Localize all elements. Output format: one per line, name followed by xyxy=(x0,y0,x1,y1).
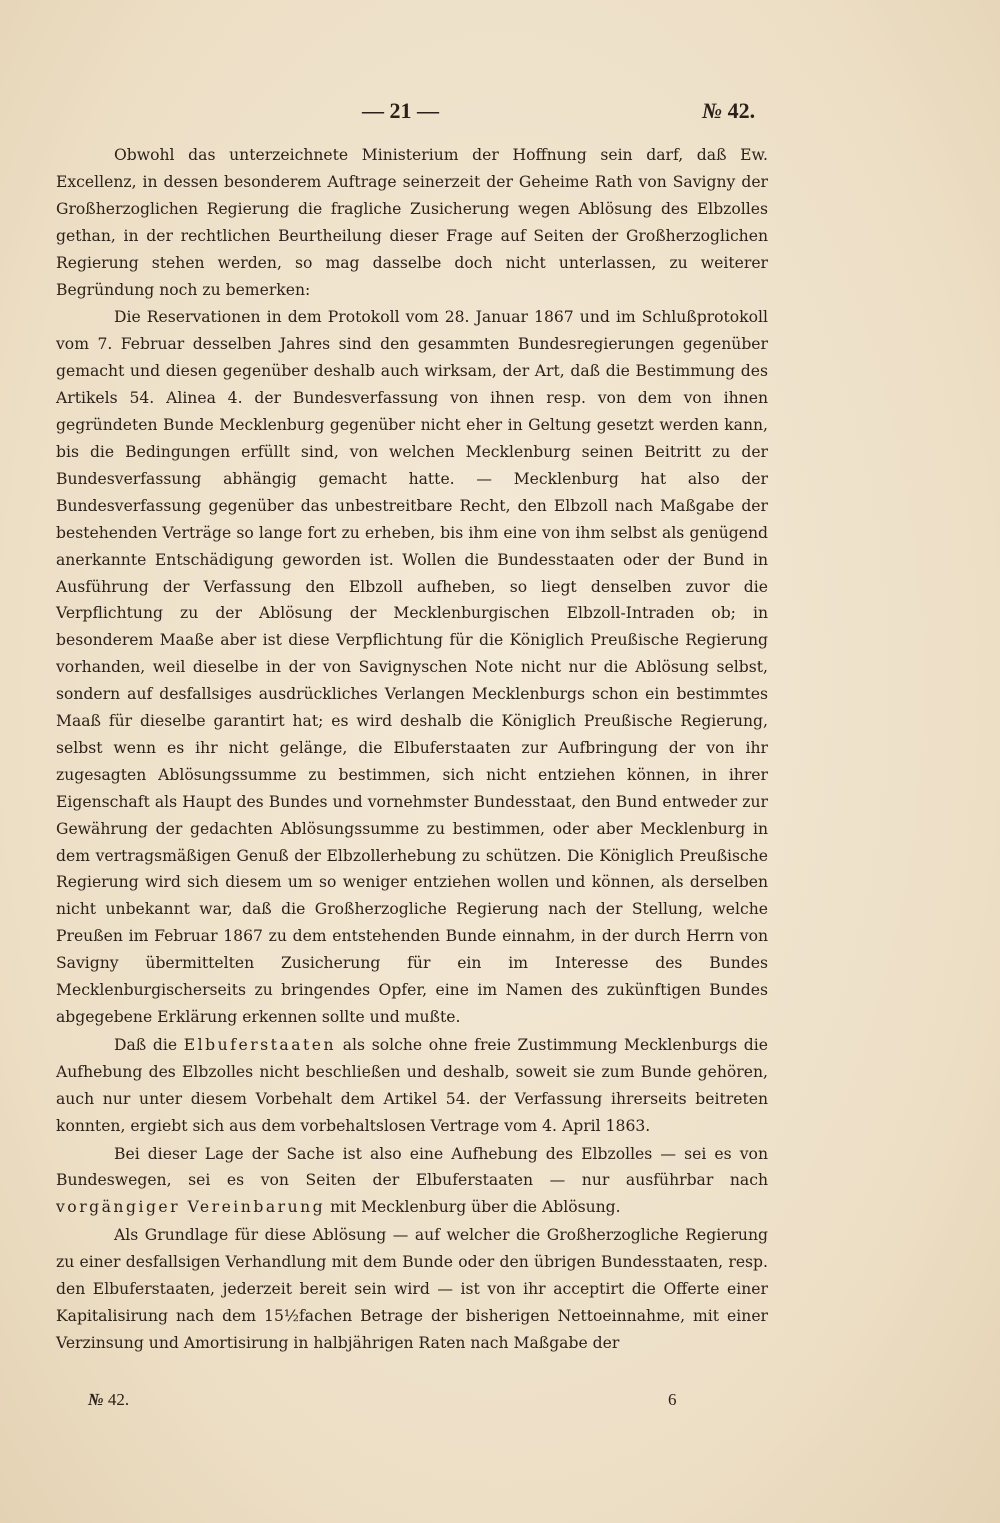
sheet-signature: 6 xyxy=(668,1390,677,1409)
paragraph-4-start: Bei dieser Lage der Sache ist also eine Aufhebung des Elbzolles — sei es von Bundeswegen, sei es von Seiten der Elbuferstaaten — nur ausführbar nach xyxy=(56,1144,768,1190)
paragraph-5: Als Grundlage für diese Ablösung — auf welcher die Großherzogliche Regierung zu einer desfallsigen Verhandlung mit dem Bunde oder den übrigen Bundesstaaten, resp. den Elbuferstaaten, jederzeit bereit sein wird — ist von ihr acceptirt die Offerte einer Kapitalisirung nach dem 15½fachen Betrage der bisherigen Nettoeinnahme, mit einer Verzinsung und Amortisirung in halbjährigen Raten nach Maßgabe der xyxy=(56,1226,768,1352)
paragraph-4-end: mit Mecklenburg über die Ablösung. xyxy=(325,1198,621,1217)
footer-document-number xyxy=(88,1390,129,1410)
paragraph-3 xyxy=(56,1032,768,1140)
document-number xyxy=(702,98,755,124)
emphasized-text: Elbuferstaaten xyxy=(183,1035,337,1054)
page-footer xyxy=(0,1390,1000,1420)
number-symbol: № xyxy=(88,1390,104,1409)
paragraph-1: Obwohl das unterzeichnete Ministerium der Hoffnung sein darf, daß Ew. Excellenz, in dessen besonderem Auftrage seinerzeit der Geheime Rath von Savigny der Großherzoglichen Regierung die fragliche Zusicherung wegen Ablösung des Elbzolles gethan, in der rechtlichen Beurtheilung dieser Frage auf Seiten der Großherzoglichen Regierung stehen werden, so mag dasselbe doch nicht unterlassen, zu weiterer Begründung noch zu bemerken: xyxy=(56,146,768,299)
emphasized-text: vorgängiger Vereinbarung xyxy=(56,1198,326,1217)
paragraph-4 xyxy=(56,1141,768,1222)
paragraph-3-end: als solche ohne freie Zustimmung Mecklenburgs die Aufhebung des Elbzolles nicht beschließen und deshalb, soweit sie zum Bunde gehören, auch nur unter diesem Vorbehalt dem Artikel 54. der Verfassung ihrerseits beitreten konnten, ergiebt sich aus dem vorbehaltslosen Vertrage vom 4. April 1863. xyxy=(56,1035,768,1135)
number-symbol: № xyxy=(702,98,723,123)
page-header xyxy=(0,94,1000,130)
footer-document-number-value: 42. xyxy=(107,1390,130,1409)
document-number-value: 42. xyxy=(727,98,756,123)
document-body xyxy=(56,142,768,1358)
paragraph-2: Die Reservationen in dem Protokoll vom 28. Januar 1867 und im Schlußprotokoll vom 7. Februar desselben Jahres sind den gesammten Bundesregierungen gegenüber gemacht und diesen gegenüber deshalb auch wirksam, der Art, daß die Bestimmung des Artikels 54. Alinea 4. der Bundesverfassung von ihnen resp. von dem von ihnen gegründeten Bunde Mecklenburg gegenüber nicht eher in Geltung gesetzt werden kann, bis die Bedingungen erfüllt sind, von welchen Mecklenburg seinen Beitritt zu der Bundesverfassung abhängig gemacht hatte. — Mecklenburg hat also der Bundesverfassung gegenüber das unbestreitbare Recht, den Elbzoll nach Maßgabe der bestehenden Verträge so lange fort zu erheben, bis ihm eine von ihm selbst als genügend anerkannte Entschädigung geworden ist. Wollen die Bundesstaaten oder der Bund in Ausführung der Verfassung den Elbzoll aufheben, so liegt denselben zuvor die Verpflichtung zu der Ablösung der Mecklenburgischen Elbzoll-Intraden ob; in besonderem Maaße aber ist diese Verpflichtung für die Königlich Preußische Regierung vorhanden, weil dieselbe in der von Savignyschen Note nicht nur die Ablösung selbst, sondern auf desfallsiges ausdrückliches Verlangen Mecklenburgs schon ein bestimmtes Maaß für dieselbe garantirt hat; es wird deshalb die Königlich Preußische Regierung, selbst wenn es ihr nicht gelänge, die Elbuferstaaten zur Aufbringung der von ihr zugesagten Ablösungssumme zu bestimmen, sich nicht entziehen können, in ihrer Eigenschaft als Haupt des Bundes und vornehmster Bundesstaat, den Bund entweder zur Gewährung der gedachten Ablösungssumme zu bestimmen, oder aber Mecklenburg in dem vertragsmäßigen Genuß der Elbzollerhebung zu schützen. Die Königlich Preußische Regierung wird sich diesem um so weniger entziehen wollen und können, als derselben nicht unbekannt war, daß die Großherzogliche Regierung nach der Stellung, welche Preußen im Februar 1867 zu dem entstehenden Bunde einnahm, in der durch Herrn von Savigny übermittelten Zusicherung für ein im Interesse des Bundes Mecklenburgischerseits zu bringendes Opfer, eine im Namen des zukünftigen Bundes abgegebene Erklärung erkennen sollte und mußte. xyxy=(56,308,768,1026)
page-number: — 21 — xyxy=(362,98,439,123)
paragraph-3-start: Daß die xyxy=(114,1035,184,1054)
